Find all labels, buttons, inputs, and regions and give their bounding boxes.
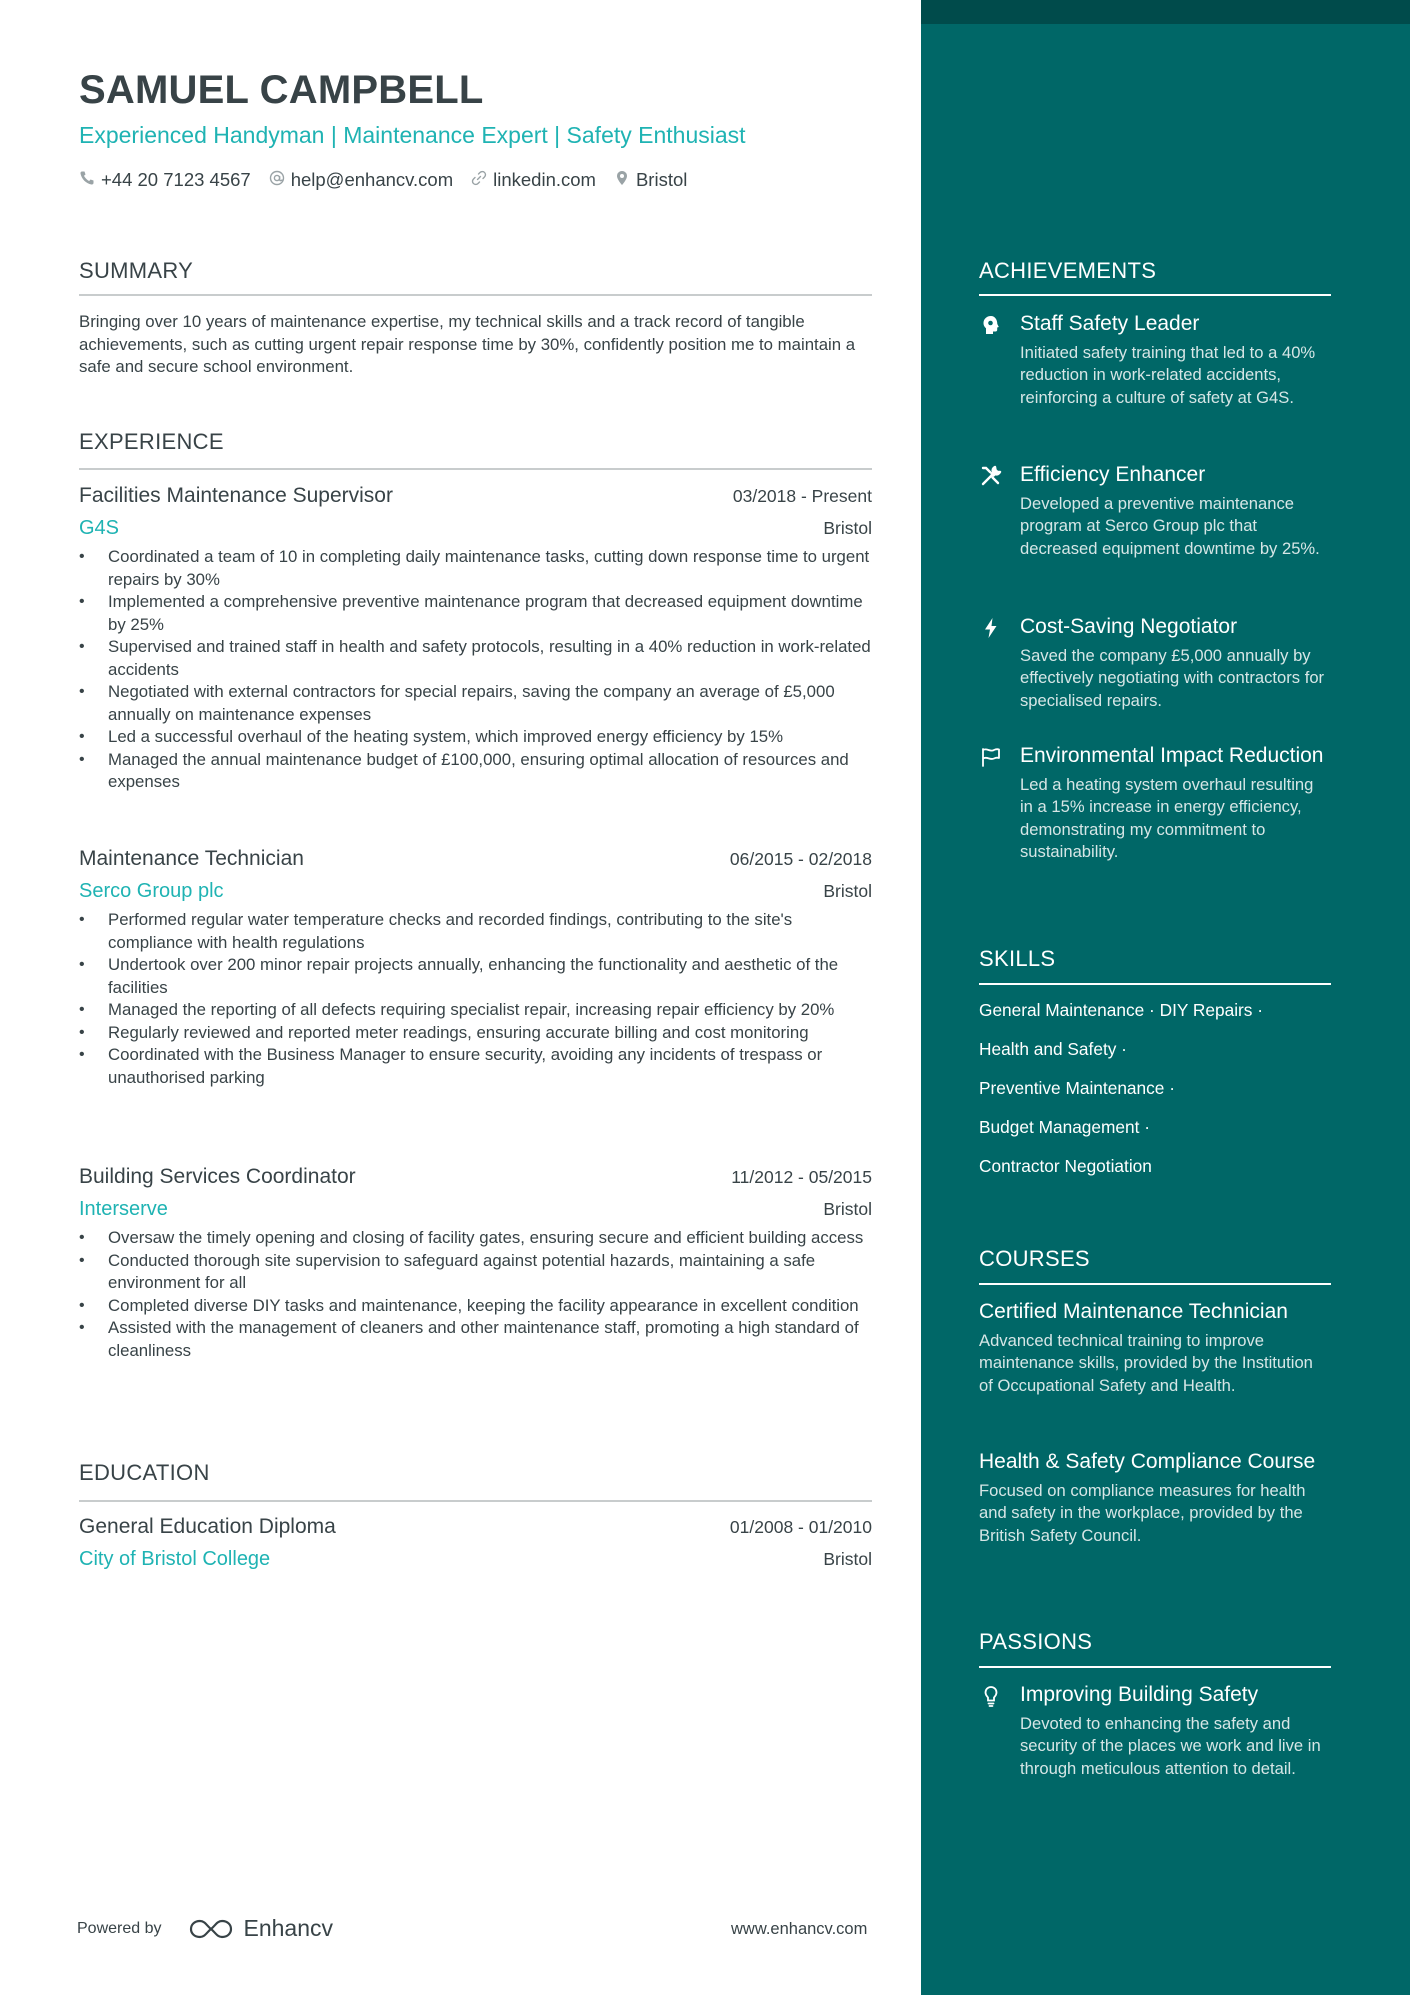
- phone-icon: [79, 169, 95, 191]
- bullet-item: • Oversaw the timely opening and closing of facility gates, ensuring secure and efficient building access: [79, 1227, 872, 1250]
- passions-heading: PASSIONS: [979, 1629, 1093, 1654]
- job-title: Building Services Coordinator: [79, 1165, 356, 1188]
- job-entry: [79, 484, 872, 794]
- skills-divider: [979, 983, 1331, 985]
- link-icon: [471, 169, 487, 191]
- courses-divider: [979, 1283, 1331, 1285]
- job-title: Facilities Maintenance Supervisor: [79, 484, 393, 507]
- education-dates: 01/2008 - 01/2010: [729, 1517, 872, 1537]
- footer-website[interactable]: www.enhancv.com: [731, 1920, 868, 1938]
- experience-divider: [79, 468, 872, 470]
- achievement-item: [979, 461, 1339, 560]
- job-company: Serco Group plc: [79, 880, 224, 902]
- contact-location-text: Bristol: [635, 169, 688, 190]
- flag-icon: [979, 745, 1003, 769]
- job-dates: 03/2018 - Present: [732, 486, 872, 506]
- job-bullets: [79, 546, 872, 794]
- sidebar-top-bar: [921, 0, 1410, 24]
- course-title: Health & Safety Compliance Course: [979, 1450, 1316, 1473]
- passion-item: [979, 1681, 1339, 1780]
- lightning-icon: [979, 616, 1003, 640]
- achievement-desc: Led a heating system overhaul resulting in a 15% increase in energy efficiency, demonstrating my commitment to sustainability.: [1020, 775, 1314, 861]
- skill-item: General Maintenance · DIY Repairs ·: [979, 1000, 1263, 1020]
- summary-divider: [79, 294, 872, 296]
- achievement-item: [979, 742, 1339, 863]
- course-item: [979, 1298, 1331, 1397]
- course-desc: Advanced technical training to improve maintenance skills, provided by the Institution of Occupational Safety and Health.: [979, 1331, 1313, 1395]
- lightbulb-icon: [979, 1684, 1003, 1708]
- bullet-item: • Managed the reporting of all defects requiring specialist repair, increasing repair efficiency by 20%: [79, 999, 872, 1022]
- contact-email-text: help@enhancv.com: [290, 169, 454, 190]
- candidate-headline: Experienced Handyman | Maintenance Expert | Safety Enthusiast: [79, 122, 746, 148]
- job-location: Bristol: [823, 881, 872, 901]
- bullet-item: • Undertook over 200 minor repair projects annually, enhancing the functionality and aesthetic of the facilities: [79, 954, 872, 999]
- course-desc: Focused on compliance measures for health and safety in the workplace, provided by the British Safety Council.: [979, 1481, 1306, 1545]
- education-degree: General Education Diploma: [79, 1515, 336, 1538]
- bullet-item: • Negotiated with external contractors for special repairs, saving the company an average of £5,000 annually on maintenance expenses: [79, 681, 872, 726]
- education-divider: [79, 1500, 872, 1502]
- enhancv-logo[interactable]: [188, 1915, 334, 1942]
- bullet-item: • Coordinated with the Business Manager to ensure security, avoiding any incidents of trespass or unauthorised parking: [79, 1044, 872, 1089]
- footer-branding: [77, 1915, 333, 1942]
- skill-item: Preventive Maintenance ·: [979, 1078, 1175, 1098]
- bullet-item: • Conducted thorough site supervision to safeguard against potential hazards, maintaining a safe environment for all: [79, 1250, 872, 1295]
- tools-icon: [979, 464, 1003, 488]
- achievement-title: Efficiency Enhancer: [1020, 463, 1206, 486]
- achievement-item: [979, 613, 1339, 712]
- course-item: [979, 1448, 1331, 1547]
- contact-phone-text: +44 20 7123 4567: [101, 169, 251, 190]
- achievement-title: Environmental Impact Reduction: [1020, 744, 1324, 767]
- contact-linkedin[interactable]: [471, 169, 596, 191]
- location-pin-icon: [614, 169, 630, 191]
- job-bullets: [79, 909, 872, 1089]
- achievement-title: Staff Safety Leader: [1020, 312, 1200, 335]
- bullet-item: • Supervised and trained staff in health and safety protocols, resulting in a 40% reduction in work-related accidents: [79, 636, 872, 681]
- job-location: Bristol: [823, 518, 872, 538]
- head-icon: [979, 313, 1003, 337]
- experience-heading: EXPERIENCE: [79, 429, 224, 454]
- bullet-item: • Completed diverse DIY tasks and maintenance, keeping the facility appearance in excellent condition: [79, 1295, 872, 1318]
- job-location: Bristol: [823, 1199, 872, 1219]
- passion-title: Improving Building Safety: [1020, 1683, 1259, 1706]
- passion-desc: Devoted to enhancing the safety and security of the places we work and live in through meticulous attention to detail.: [1020, 1714, 1321, 1778]
- bullet-item: • Assisted with the management of cleaners and other maintenance staff, promoting a high standard of cleanliness: [79, 1317, 872, 1362]
- summary-heading: SUMMARY: [79, 258, 194, 283]
- education-entry: [79, 1515, 872, 1571]
- enhancv-brand-text: Enhancv: [243, 1915, 334, 1941]
- skill-item: Budget Management ·: [979, 1117, 1150, 1137]
- at-icon: [269, 169, 285, 191]
- bullet-item: • Performed regular water temperature checks and recorded findings, contributing to the site's compliance with health regulations: [79, 909, 872, 954]
- bullet-item: • Led a successful overhaul of the heating system, which improved energy efficiency by 15%: [79, 726, 872, 749]
- skills-list: [979, 999, 1331, 1194]
- contact-linkedin-text: linkedin.com: [493, 169, 596, 190]
- contact-phone[interactable]: [79, 169, 251, 191]
- achievements-heading: ACHIEVEMENTS: [979, 258, 1157, 283]
- contact-location: [614, 169, 687, 191]
- education-location: Bristol: [823, 1549, 872, 1569]
- job-dates: 11/2012 - 05/2015: [731, 1167, 872, 1187]
- bullet-item: • Implemented a comprehensive preventive maintenance program that decreased equipment downtime by 25%: [79, 591, 872, 636]
- job-entry: [79, 847, 872, 1089]
- job-company: G4S: [79, 517, 120, 539]
- job-entry: [79, 1165, 872, 1362]
- bullet-item: • Regularly reviewed and reported meter readings, ensuring accurate billing and cost monitoring: [79, 1022, 872, 1045]
- job-dates: 06/2015 - 02/2018: [729, 849, 872, 869]
- job-company: Interserve: [79, 1198, 168, 1220]
- achievement-desc: Saved the company £5,000 annually by effectively negotiating with contractors for specialised repairs.: [1020, 646, 1325, 710]
- achievement-desc: Developed a preventive maintenance program at Serco Group plc that decreased equipment downtime by 25%.: [1020, 494, 1320, 558]
- skill-item: Health and Safety ·: [979, 1039, 1127, 1059]
- job-title: Maintenance Technician: [79, 847, 304, 870]
- achievement-item: [979, 310, 1339, 409]
- candidate-name: SAMUEL CAMPBELL: [79, 68, 484, 112]
- summary-text: Bringing over 10 years of maintenance expertise, my technical skills and a track record of tangible achievements, such as cutting urgent repair response time by 30%, confidently position me to maintain a safe and secure school environment.: [79, 312, 856, 376]
- passions-divider: [979, 1666, 1331, 1668]
- contact-email[interactable]: [269, 169, 453, 191]
- course-title: Certified Maintenance Technician: [979, 1300, 1288, 1323]
- enhancv-logo-icon: [188, 1917, 234, 1941]
- job-bullets: [79, 1227, 872, 1362]
- bullet-item: • Coordinated a team of 10 in completing daily maintenance tasks, cutting down response time to urgent repairs by 30%: [79, 546, 872, 591]
- achievements-divider: [979, 294, 1331, 296]
- skills-heading: SKILLS: [979, 946, 1056, 971]
- education-heading: EDUCATION: [79, 1460, 210, 1485]
- achievement-desc: Initiated safety training that led to a 40% reduction in work-related accidents, reinforcing a culture of safety at G4S.: [1020, 343, 1316, 407]
- courses-heading: COURSES: [979, 1246, 1090, 1271]
- achievement-title: Cost-Saving Negotiator: [1020, 615, 1238, 638]
- education-school: City of Bristol College: [79, 1548, 271, 1570]
- bullet-item: • Managed the annual maintenance budget of £100,000, ensuring optimal allocation of resources and expenses: [79, 749, 872, 794]
- skill-item: Contractor Negotiation: [979, 1156, 1152, 1176]
- contact-list: [79, 169, 687, 191]
- powered-by-label: Powered by: [77, 1919, 162, 1937]
